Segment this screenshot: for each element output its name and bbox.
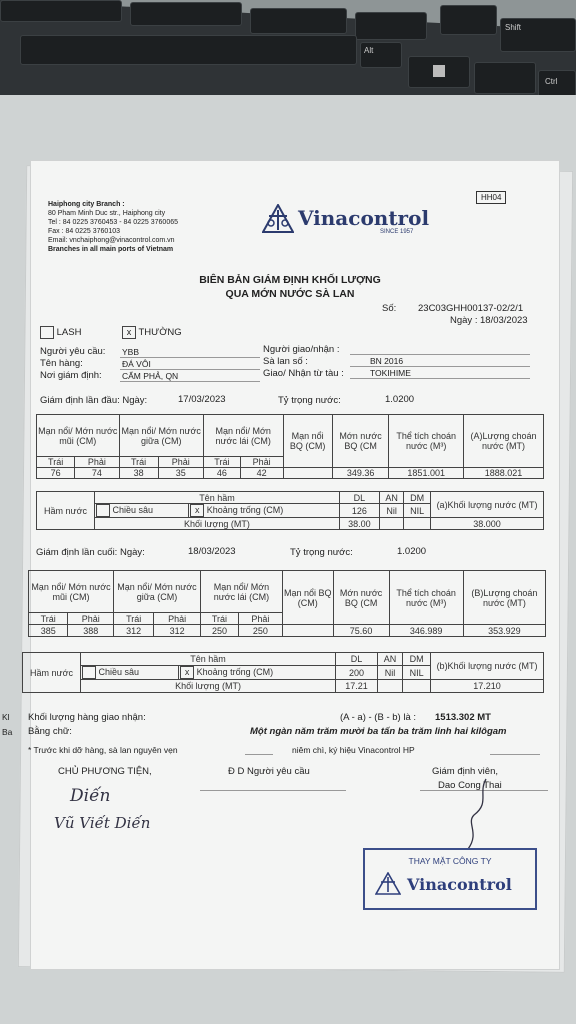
- value-cell: 250: [200, 625, 238, 637]
- key: [355, 12, 427, 40]
- menu-key: [474, 62, 536, 94]
- space-key: [20, 35, 357, 65]
- header-cell: Thể tích choán nước (M³): [389, 415, 464, 468]
- key: [250, 8, 347, 34]
- initial-density: 1.0200: [385, 394, 415, 405]
- mode-thuong: x THƯỜNG: [122, 326, 182, 339]
- dl-head: DL: [336, 653, 378, 666]
- an-value: Nil: [379, 504, 403, 518]
- dm-head: DM: [403, 653, 431, 666]
- value-cell: 46: [203, 468, 240, 479]
- ten-ham-cell: Tên hầm: [81, 653, 336, 666]
- header-cell: (A)Lượng choán nước (MT): [463, 415, 543, 468]
- underline: [120, 381, 260, 382]
- sub-cell: Trái: [203, 457, 240, 468]
- empty-cell: [377, 680, 402, 693]
- stamp-scale-icon: [375, 872, 401, 896]
- windows-icon: [433, 65, 445, 77]
- key: [0, 0, 122, 22]
- header-cell: Thể tích choán nước (M³): [389, 571, 463, 625]
- key-shift: Shift: [500, 18, 576, 52]
- date-value: 18/03/2023: [480, 315, 528, 326]
- klmt-value: 17.21: [336, 680, 378, 693]
- sub-cell: Trái: [29, 613, 68, 625]
- ham-cell: Hầm nước: [23, 653, 81, 693]
- so-label: Số:: [382, 303, 397, 314]
- sub-cell: Trái: [119, 457, 158, 468]
- underline: [350, 354, 530, 355]
- result-value: 38.000: [431, 518, 544, 530]
- summary-label: Khối lượng hàng giao nhận:: [28, 712, 146, 723]
- value-cell: 346.989: [389, 625, 463, 637]
- value-cell: 35: [158, 468, 203, 479]
- underline: [490, 754, 540, 755]
- value-cell: 385: [29, 625, 68, 637]
- value-cell: 1888.021: [463, 468, 543, 479]
- owner-handwritten-name: Vũ Viết Diến: [54, 814, 151, 832]
- stamp-title: THAY MẶT CÔNG TY: [408, 856, 492, 866]
- margin-text: Ba: [2, 727, 13, 737]
- key: [440, 5, 497, 35]
- initial-density-label: Tỷ trọng nước:: [278, 395, 341, 406]
- ullage-cell: x Khoảng trống (CM): [189, 504, 340, 518]
- mode-lash: LASH: [40, 326, 81, 339]
- doc-title: BIÊN BẢN GIÁM ĐỊNH KHỐI LƯỢNG: [199, 274, 381, 286]
- underline: [120, 369, 260, 370]
- sub-cell: Phải: [154, 613, 201, 625]
- ship-value: TOKIHIME: [370, 368, 411, 378]
- dm-value: NIL: [404, 504, 431, 518]
- owner-signature: Diến: [70, 786, 111, 806]
- note: * Trước khi dỡ hàng, sà lan nguyên vẹn: [28, 745, 178, 755]
- office-address: Haiphong city Branch : 80 Pham Minh Duc str., Haiphong city Tel : 84 0225 3760453 - 84 0225 3760065 Fax : 84 0225 3760103 Email: vnchaiphong@vinacontrol.com.vn Branches in all main ports of Vietnam: [48, 201, 179, 253]
- goods-value: ĐÁ VÔI: [122, 359, 151, 369]
- depth-checkbox: [96, 504, 110, 517]
- ullage-checkbox: x: [190, 504, 204, 517]
- initial-ballast-table: [36, 491, 544, 530]
- final-ballast-table: [22, 652, 544, 693]
- header-cell: Mạn nổi/ Mớn nước lái (CM): [203, 415, 283, 457]
- empty-cell: [403, 680, 431, 693]
- key-alt: Alt: [360, 42, 402, 68]
- klmt-label: Khối lượng (MT): [95, 518, 340, 530]
- lash-checkbox: [40, 326, 54, 339]
- words-label: Bằng chữ:: [28, 726, 72, 737]
- value-cell: 38: [119, 468, 158, 479]
- so-value: 23C03GHH00137-02/2/1: [418, 303, 524, 314]
- header-cell: Mạn nổi BQ (CM): [282, 571, 333, 625]
- value-cell: 388: [68, 625, 114, 637]
- header-cell: Mạn nổi BQ (CM): [283, 415, 332, 468]
- value-cell: [283, 468, 332, 479]
- empty-cell: [379, 518, 403, 530]
- place-label: Nơi giám định:: [40, 370, 102, 381]
- an-head: AN: [377, 653, 402, 666]
- depth-cell: Chiều sâu: [81, 666, 179, 680]
- value-cell: 75.60: [333, 625, 389, 637]
- key: [130, 2, 242, 26]
- place-value: CẨM PHẢ, QN: [122, 371, 179, 381]
- header-cell: Mớn nước BQ (CM: [333, 571, 389, 625]
- depth-checkbox: [82, 666, 96, 679]
- sub-cell: Trái: [200, 613, 238, 625]
- dl-value: 126: [339, 504, 379, 518]
- summary-formula: (A - a) - (B - b) là :: [340, 712, 417, 723]
- value-cell: 74: [75, 468, 119, 479]
- underline: [350, 366, 530, 367]
- result-value: 17.210: [431, 680, 544, 693]
- sub-cell: Phải: [238, 613, 282, 625]
- value-cell: 76: [37, 468, 75, 479]
- value-cell: 42: [240, 468, 283, 479]
- value-cell: 1851.001: [389, 468, 464, 479]
- final-density: 1.0200: [397, 546, 427, 557]
- logo-since: SINCE 1957: [380, 229, 414, 235]
- margin-text: Kl: [2, 712, 10, 722]
- dm-value: NIL: [403, 666, 431, 680]
- requester-value: YBB: [122, 347, 140, 357]
- value-cell: 353.929: [463, 625, 545, 637]
- inspector-label: Giám định viên,: [432, 766, 499, 777]
- header-cell: Mạn nổi/ Mớn nước giữa (CM): [119, 415, 203, 457]
- requester-sign-label: Đ D Người yêu cầu: [228, 766, 310, 777]
- sub-cell: Phải: [68, 613, 114, 625]
- windows-key: [408, 56, 470, 88]
- an-value: Nil: [377, 666, 402, 680]
- ship-label: Giao/ Nhận từ tàu :: [263, 368, 344, 379]
- initial-label: Giám định lần đầu: Ngày:: [40, 395, 148, 406]
- result-label: (b)Khối lượng nước (MT): [431, 653, 544, 680]
- date-label: Ngày :: [450, 315, 478, 326]
- ten-ham-cell: Tên hầm: [95, 492, 340, 504]
- note2: niêm chì, ký hiệu Vinacontrol HP: [292, 745, 415, 755]
- inspector-signature: [450, 775, 495, 855]
- logo-text: Vinacontrol: [298, 206, 430, 230]
- vinacontrol-logo: [262, 204, 294, 239]
- summary-value: 1513.302 MT: [435, 712, 491, 723]
- sub-cell: Phải: [240, 457, 283, 468]
- dm-head: DM: [404, 492, 431, 504]
- doc-subtitle: QUA MỚN NƯỚC SÀ LAN: [225, 288, 355, 300]
- value-cell: [282, 625, 333, 637]
- company-stamp: [363, 848, 537, 910]
- empty-cell: [404, 518, 431, 530]
- initial-date: 17/03/2023: [178, 394, 226, 405]
- stamp-logo-text: Vinacontrol: [407, 875, 512, 894]
- value-cell: 312: [154, 625, 201, 637]
- underline: [245, 754, 273, 755]
- ullage-checkbox: x: [180, 666, 194, 679]
- an-head: AN: [379, 492, 403, 504]
- owner-label: CHỦ PHƯƠNG TIỆN,: [58, 766, 152, 777]
- klmt-label: Khối lượng (MT): [81, 680, 336, 693]
- header-cell: Mạn nổi/ Mớn nước mũi (CM): [37, 415, 120, 457]
- final-density-label: Tỷ trọng nước:: [290, 547, 353, 558]
- dl-value: 200: [336, 666, 378, 680]
- underline: [350, 378, 530, 379]
- sub-cell: Phải: [75, 457, 119, 468]
- underline: [200, 790, 346, 791]
- deliverer-label: Người giao/nhận :: [263, 344, 340, 355]
- result-label: (a)Khối lượng nước (MT): [431, 492, 544, 518]
- ham-cell: Hầm nước: [37, 492, 95, 530]
- value-cell: 250: [238, 625, 282, 637]
- form-code: HH04: [476, 191, 506, 204]
- ullage-cell: x Khoảng trống (CM): [179, 666, 336, 680]
- final-draft-table: [28, 570, 546, 637]
- sub-cell: Trái: [37, 457, 75, 468]
- key-ctrl: Ctrl: [538, 70, 576, 100]
- sub-cell: Trái: [114, 613, 154, 625]
- klmt-value: 38.00: [339, 518, 379, 530]
- header-cell: Mớn nước BQ (CM: [332, 415, 389, 468]
- barge-value: BN 2016: [370, 356, 404, 366]
- underline: [120, 357, 260, 358]
- final-date: 18/03/2023: [188, 546, 236, 557]
- header-cell: Mạn nổi/ Mớn nước lái (CM): [200, 571, 282, 613]
- value-cell: 349.36: [332, 468, 389, 479]
- thuong-checkbox: x: [122, 326, 136, 339]
- inspector-name: Dao Cong Thai: [438, 780, 502, 791]
- header-cell: (B)Lượng choán nước (MT): [463, 571, 545, 625]
- words-value: Một ngàn năm trăm mười ba tấn ba trăm linh hai kilôgam: [250, 726, 507, 737]
- header-cell: Mạn nổi/ Mớn nước giữa (CM): [114, 571, 201, 613]
- requester-label: Người yêu cầu:: [40, 346, 106, 357]
- depth-cell: Chiều sâu: [95, 504, 189, 518]
- value-cell: 312: [114, 625, 154, 637]
- final-label: Giám định lần cuối: Ngày:: [36, 547, 145, 558]
- initial-draft-table: [36, 414, 544, 479]
- header-cell: Mạn nổi/ Mớn nước mũi (CM): [29, 571, 114, 613]
- dl-head: DL: [339, 492, 379, 504]
- sub-cell: Phải: [158, 457, 203, 468]
- goods-label: Tên hàng:: [40, 358, 83, 369]
- barge-label: Sà lan số :: [263, 356, 308, 367]
- scale-icon: [262, 204, 294, 234]
